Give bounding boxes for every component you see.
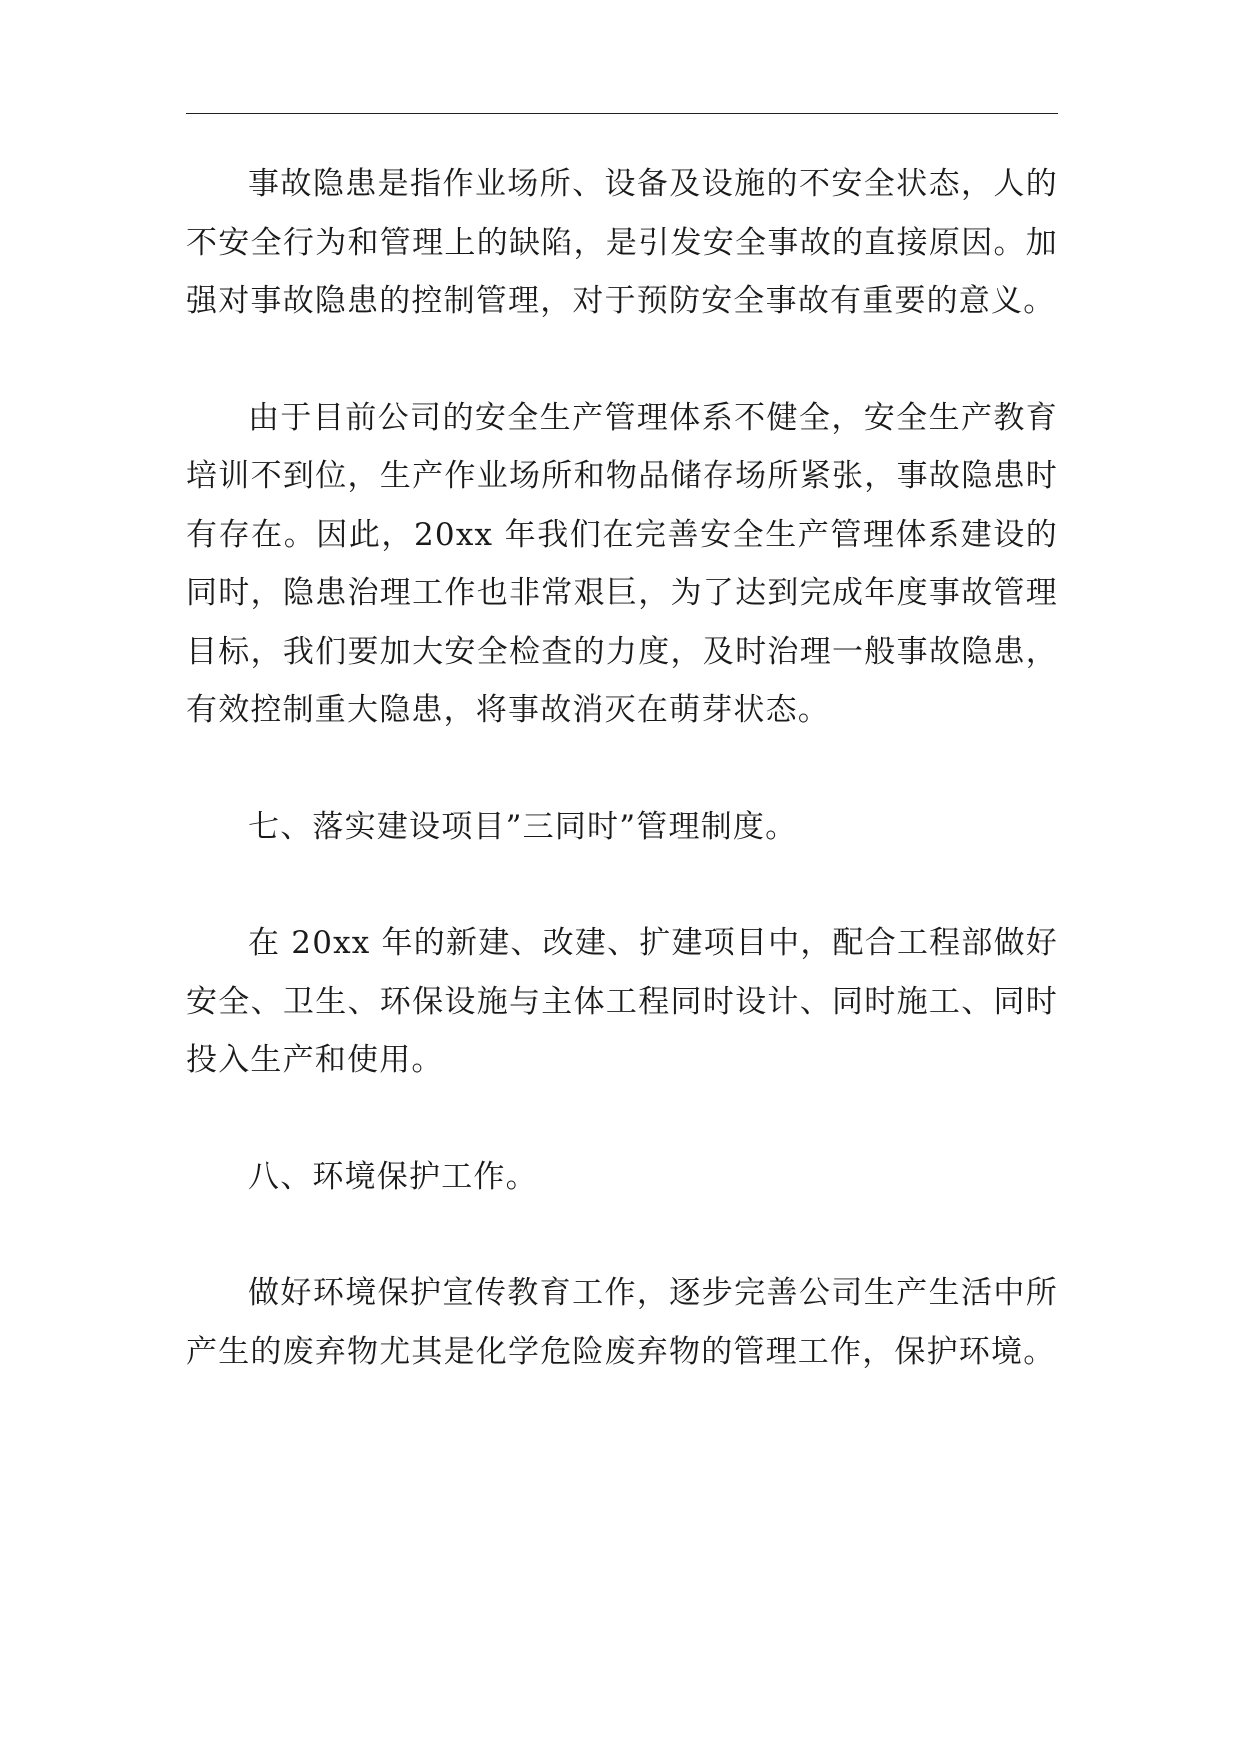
- paragraph-environment: 做好环境保护宣传教育工作，逐步完善公司生产生活中所产生的废弃物尤其是化学危险废弃物的管理工作，保护环境。: [186, 1275, 1058, 1370]
- paragraph-gap: [186, 856, 1058, 914]
- paragraph-gap: [186, 740, 1058, 798]
- paragraph-three-simultaneous: 在 20xx 年的新建、改建、扩建项目中，配合工程部做好安全、卫生、环保设施与主体工程同时设计、同时施工、同时投入生产和使用。: [186, 925, 1058, 1078]
- document-body: [186, 155, 1058, 1381]
- paragraph-gap: [186, 1206, 1058, 1264]
- paragraph-gap: [186, 1090, 1058, 1148]
- paragraph-hazard-definition: 事故隐患是指作业场所、设备及设施的不安全状态，人的不安全行为和管理上的缺陷，是引发安全事故的直接原因。加强对事故隐患的控制管理，对于预防安全事故有重要的意义。: [186, 166, 1058, 319]
- section-heading-eight: 八、环境保护工作。: [248, 1158, 538, 1195]
- section-heading-seven: 七、落实建设项目”三同时”管理制度。: [248, 808, 798, 845]
- paragraph-hazard-status: 由于目前公司的安全生产管理体系不健全，安全生产教育培训不到位，生产作业场所和物品储存场所紧张，事故隐患时有存在。因此，20xx 年我们在完善安全生产管理体系建设的同时，隐患治理工作也非常艰巨，为了达到完成年度事故管理目标，我们要加大安全检查的力度，及时治理一般事故隐患，有效控制重大隐患，将事故消灭在萌芽状态。: [186, 399, 1058, 728]
- paragraph-gap: [186, 331, 1058, 389]
- header-rule: [186, 113, 1058, 114]
